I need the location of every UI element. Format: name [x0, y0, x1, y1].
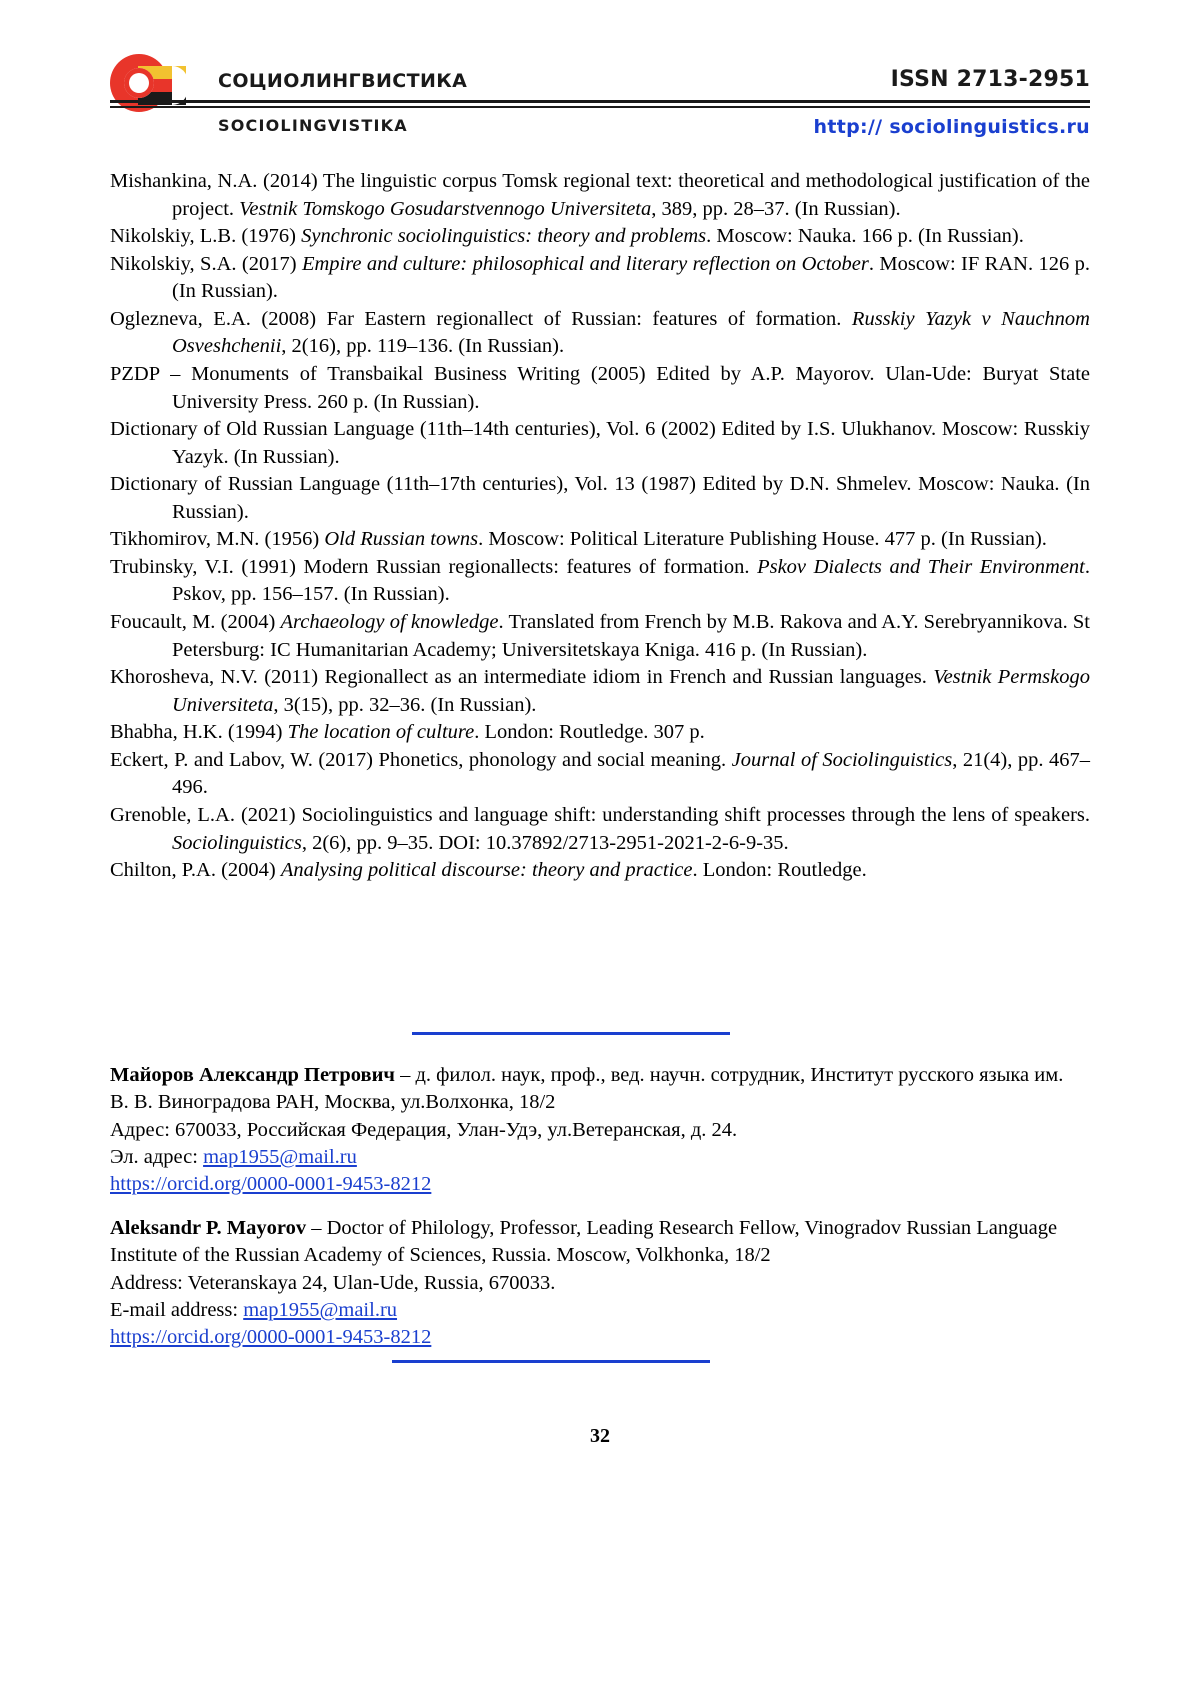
author-info-ru — [110, 1062, 1085, 1198]
reference-entry: Tikhomirov, M.N. (1956) Old Russian towns. Moscow: Political Literature Publishing House. 477 p. (In Russian). — [110, 528, 1047, 551]
author-ru-address: Адрес: 670033, Российская Федерация, Улан-Удэ, ул.Ветеранская, д. 24. — [110, 1118, 738, 1141]
author-en-address: Address: Veteranskaya 24, Ulan-Ude, Russia, 670033. — [110, 1271, 556, 1294]
issn-label: ISSN 2713-2951 — [890, 67, 1090, 92]
author-ru-email-line — [110, 1144, 1085, 1171]
author-ru-name: Майоров Александр Петрович — [110, 1064, 395, 1086]
journal-title-ru: СОЦИОЛИНГВИСТИКА — [218, 70, 468, 92]
author-en-orcid[interactable]: https://orcid.org/0000-0001-9453-8212 — [110, 1326, 432, 1348]
reference-list — [110, 168, 1090, 885]
author-en-name: Aleksandr P. Mayorov — [110, 1217, 307, 1239]
reference-entry: Oglezneva, E.A. (2008) Far Eastern regionallect of Russian: features of formation. Russkiy Yazyk v Nauchnom Osveshchenii, 2(16), pp. 119–136. (In Russian). — [110, 307, 1090, 358]
reference-entry: PZDP – Monuments of Transbaikal Business Writing (2005) Edited by A.P. Mayorov. Ulan-Ude: Buryat State University Press. 260 p. (In Russian). — [110, 362, 1090, 413]
page-number: 32 — [590, 1425, 610, 1447]
author-ru-line1 — [110, 1062, 1085, 1117]
reference-entry: Khorosheva, N.V. (2011) Regionallect as an intermediate idiom in French and Russian languages. Vestnik Permskogo Universiteta, 3(15), pp. 32–36. (In Russian). — [110, 666, 1091, 716]
reference-entry: Trubinsky, V.I. (1991) Modern Russian regionallects: features of formation. Pskov Dialects and Their Environment. Pskov, pp. 156–157. (In Russian). — [110, 555, 1090, 606]
reference-entry: Mishankina, N.A. (2014) The linguistic corpus Tomsk regional text: theoretical and methodological justification of the project. Vestnik Tomskogo Gosudarstvennogo Universiteta, 389, pp. 28–37. (In Russian). — [110, 170, 1090, 220]
author-ru-orcid[interactable]: https://orcid.org/0000-0001-9453-8212 — [110, 1173, 432, 1195]
author-en-email-line — [110, 1297, 1085, 1324]
reference-entry: Nikolskiy, L.B. (1976) Synchronic sociolinguistics: theory and problems. Moscow: Nauka. 166 p. (In Russian). — [110, 225, 1024, 248]
reference-entry: Foucault, M. (2004) Archaeology of knowledge. Translated from French by M.B. Rakova and A.Y. Serebryannikova. St Petersburg: IC Humanitarian Academy; Universitetskaya Kniga. 416 p. (In Russian). — [110, 611, 1090, 661]
reference-entry: Chilton, P.A. (2004) Analysing political discourse: theory and practice. London: Routledge. — [110, 859, 867, 882]
reference-entry: Eckert, P. and Labov, W. (2017) Phonetics, phonology and social meaning. Journal of Sociolinguistics, 21(4), pp. 467–496. — [110, 748, 1090, 799]
author-info-en — [110, 1215, 1085, 1351]
author-en-line1 — [110, 1215, 1085, 1270]
header-rule-bottom — [110, 106, 1090, 108]
author-en-email-label: E-mail address: — [110, 1298, 244, 1321]
author-ru-email[interactable]: map1955@mail.ru — [203, 1145, 357, 1168]
journal-title-en: SOCIOLINGVISTIKA — [218, 116, 408, 135]
reference-entry: Dictionary of Old Russian Language (11th–14th centuries), Vol. 6 (2002) Edited by I.S. Ulukhanov. Moscow: Russkiy Yazyk. (In Russian). — [110, 418, 1090, 468]
reference-entry: Dictionary of Russian Language (11th–17th centuries), Vol. 13 (1987) Edited by D.N. Shmelev. Moscow: Nauka. (In Russian). — [110, 473, 1090, 523]
reference-entry: Grenoble, L.A. (2021) Sociolinguistics and language shift: understanding shift processes through the lens of speakers. Sociolinguistics, 2(6), pp. 9–35. DOI: 10.37892/2713-2951-2021-2-6-9-35. — [110, 803, 1090, 854]
reference-entry: Nikolskiy, S.A. (2017) Empire and culture: philosophical and literary reflection on October. Moscow: IF RAN. 126 p. (In Russian). — [110, 252, 1090, 303]
author-ru-email-label: Эл. адрес: — [110, 1145, 204, 1168]
author-en-email[interactable]: map1955@mail.ru — [243, 1298, 398, 1321]
section-divider-bottom — [392, 1360, 710, 1363]
journal-website-link[interactable]: http:// sociolinguistics.ru — [813, 116, 1090, 138]
reference-entry: Bhabha, H.K. (1994) The location of culture. London: Routledge. 307 p. — [110, 721, 705, 744]
author-ru-affiliation: – д. филол. наук, проф., вед. научн. сотрудник, Институт русского языка им. В. В. Виноградова РАН, Москва, ул.Волхонка, 18/2 — [110, 1064, 1064, 1114]
section-divider-top — [412, 1032, 730, 1035]
author-en-affiliation: – Doctor of Philology, Professor, Leading Research Fellow, Vinogradov Russian Language Institute of the Russian Academy of Sciences, Russia. Moscow, Volkhonka, 18/2 — [110, 1217, 1058, 1267]
journal-logo-icon — [110, 54, 196, 114]
header-rule-top — [110, 100, 1090, 103]
